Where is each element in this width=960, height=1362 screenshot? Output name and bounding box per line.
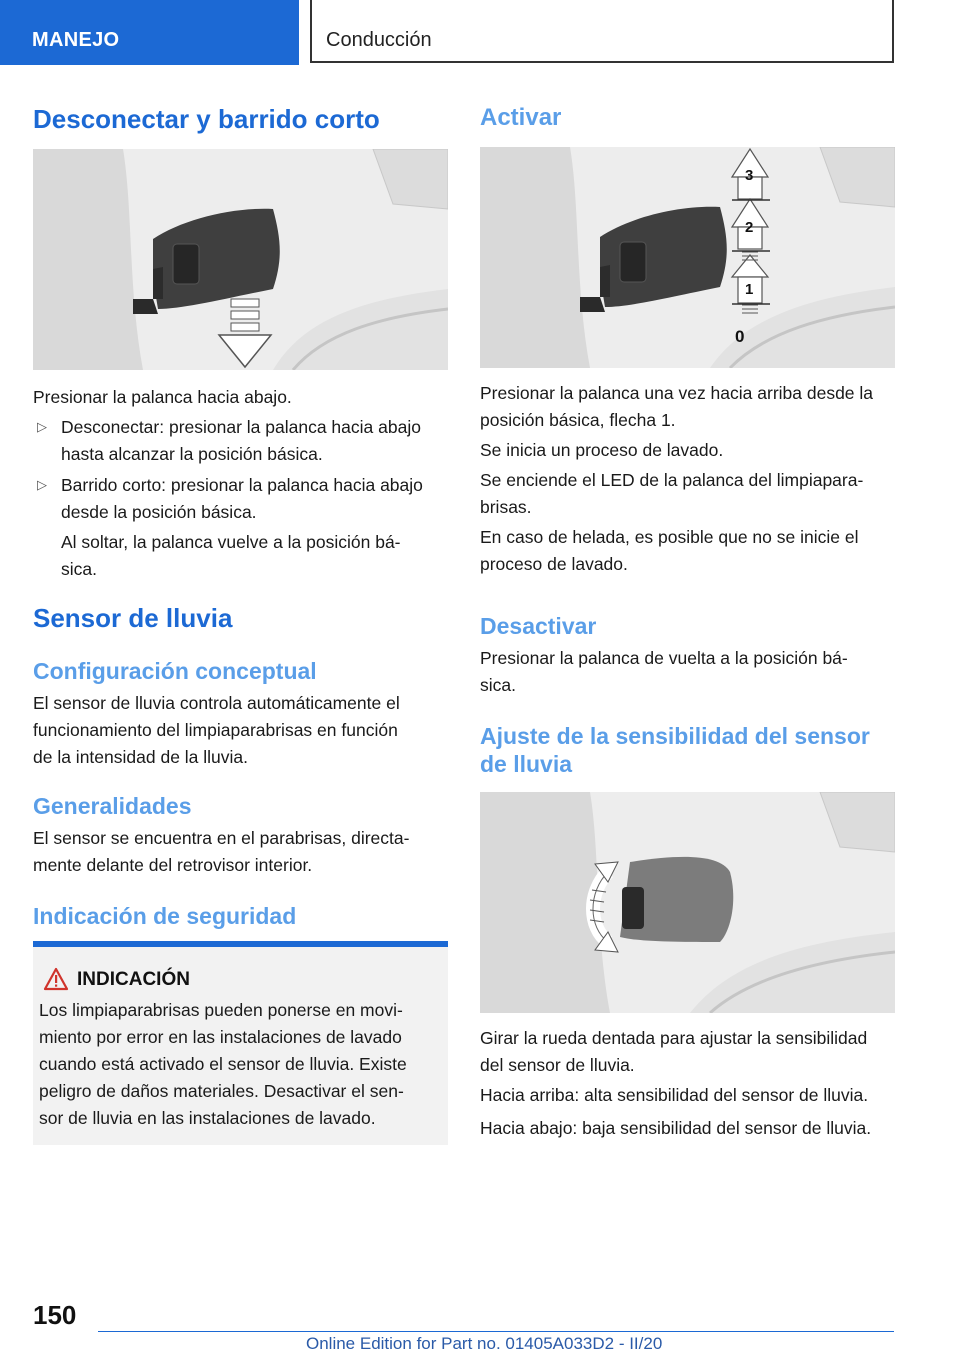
bullet-barrido-line2: desde la posición básica. [61, 502, 257, 522]
heading-desactivar: Desactivar [480, 613, 597, 639]
text-desactivar-line1: Presionar la palanca de vuelta a la posición bá- [480, 648, 848, 668]
text-activar-line6: En caso de helada, es posible que no se inicie el [480, 527, 859, 547]
footer-divider [98, 1331, 894, 1332]
text-general-line2: mente delante del retrovisor interior. [33, 855, 313, 875]
notice-line2: miento por error en las instalaciones de lavado [39, 1027, 402, 1047]
arrow-label-1: 1 [745, 281, 754, 298]
text-activar-line3: Se inicia un proceso de lavado. [480, 440, 724, 460]
notice-line1: Los limpiaparabrisas pueden ponerse en movi- [39, 1000, 403, 1020]
bullet-desconectar-line1: Desconectar: presionar la palanca hacia abajo [61, 417, 421, 437]
warning-icon [43, 967, 69, 991]
notice-title: INDICACIÓN [77, 969, 190, 990]
section-title: MANEJO [32, 29, 120, 51]
notice-line5: sor de lluvia en las instalaciones de lavado. [39, 1108, 376, 1128]
text-desactivar-line2: sica. [480, 675, 516, 695]
arrow-label-2: 2 [745, 219, 754, 236]
text-config-line2: funcionamiento del limpiaparabrisas en función [33, 720, 398, 740]
lever-down-illustration [33, 149, 448, 370]
page-number: 150 [33, 1300, 77, 1330]
notice-line3: cuando está activado el sensor de lluvia. Existe [39, 1054, 407, 1074]
heading-ajuste-line1: Ajuste de la sensibilidad del sensor [480, 723, 870, 749]
thumbwheel-illustration [480, 792, 895, 1013]
heading-activar: Activar [480, 104, 562, 131]
notice-box [33, 947, 448, 1145]
text-ajuste-line1: Girar la rueda dentada para ajustar la sensibilidad [480, 1028, 868, 1048]
arrow-label-0: 0 [735, 327, 745, 346]
text-activar-line7: proceso de lavado. [480, 554, 628, 574]
text-ajuste-line4: Hacia abajo: baja sensibilidad del sensor de lluvia. [480, 1118, 872, 1138]
text-ajuste-line3: Hacia arriba: alta sensibilidad del sensor de lluvia. [480, 1085, 869, 1105]
heading-configuracion: Configuración conceptual [33, 658, 317, 684]
bullet-barrido-line4: sica. [61, 559, 97, 579]
text-general-line1: El sensor se encuentra en el parabrisas, directa- [33, 828, 410, 848]
footer-edition: Online Edition for Part no. 01405A033D2 - II/20 [306, 1334, 663, 1353]
text-activar-line4: Se enciende el LED de la palanca del limpiapara- [480, 470, 864, 490]
bullet-desconectar-line2: hasta alcanzar la posición básica. [61, 444, 323, 464]
text-presionar: Presionar la palanca hacia abajo. [33, 387, 292, 407]
text-activar-line5: brisas. [480, 497, 532, 517]
section-tab [0, 0, 299, 65]
bullet-barrido-line3: Al soltar, la palanca vuelve a la posición bá- [61, 532, 401, 552]
text-ajuste-line2: del sensor de lluvia. [480, 1055, 635, 1075]
bullet-marker: ▷ [37, 477, 47, 492]
heading-generalidades: Generalidades [33, 793, 192, 819]
chapter-tab [310, 0, 894, 63]
bullet-barrido-line1: Barrido corto: presionar la palanca hacia abajo [61, 475, 423, 495]
chapter-title: Conducción [326, 29, 432, 51]
text-config-line1: El sensor de lluvia controla automáticamente el [33, 693, 400, 713]
arrow-label-3: 3 [745, 167, 754, 184]
text-config-line3: de la intensidad de la lluvia. [33, 747, 249, 767]
text-activar-line2: posición básica, flecha 1. [480, 410, 676, 430]
heading-seguridad: Indicación de seguridad [33, 903, 297, 929]
bullet-marker: ▷ [37, 419, 47, 434]
text-activar-line1: Presionar la palanca una vez hacia arriba desde la [480, 383, 874, 403]
heading-desconectar: Desconectar y barrido corto [33, 104, 380, 134]
notice-line4: peligro de daños materiales. Desactivar el sen- [39, 1081, 404, 1101]
heading-sensor-lluvia: Sensor de lluvia [33, 603, 233, 633]
heading-ajuste-line2: de lluvia [480, 751, 573, 777]
lever-up-illustration [480, 147, 895, 368]
